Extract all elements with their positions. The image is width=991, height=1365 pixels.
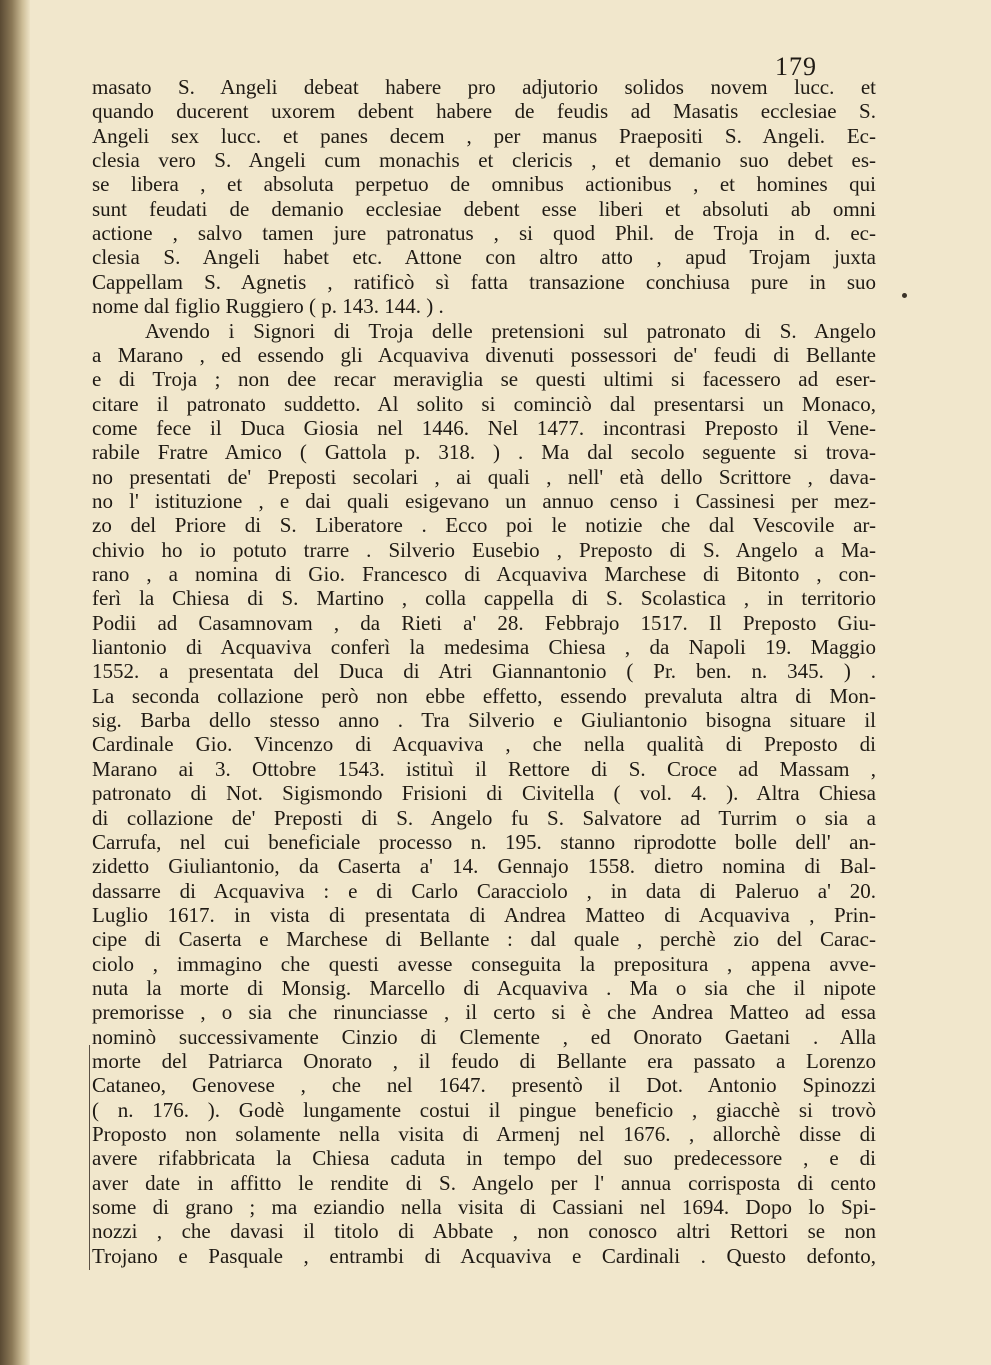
book-gutter-shadow (0, 0, 30, 1365)
text-line: La seconda collazione però non ebbe effetto, essendo prevaluta altra di Mon- (92, 683, 876, 708)
text-line: Trojano e Pasquale , entrambi di Acquaviva e Cardinali . Questo defonto, (92, 1243, 876, 1268)
page-number: 179 (775, 52, 817, 81)
text-line: nozzi , che davasi il titolo di Abbate , non conosco altri Rettori se non (92, 1219, 876, 1244)
text-line: Cappellam S. Agnetis , ratificò sì fatta transazione conchiusa pure in suo (92, 269, 876, 294)
text-line: clesia vero S. Angeli cum monachis et clericis , et demanio suo debet es- (92, 148, 876, 173)
text-line: come fece il Duca Giosia nel 1446. Nel 1477. incontrasi Preposto il Vene- (92, 415, 876, 440)
text-line: Carrufa, nel cui beneficiale processo n. 195. stanno riprodotte bolle dell' an- (92, 829, 876, 854)
text-line: avere rifabbricata la Chiesa caduta in tempo del suo predecessore , e di (92, 1146, 876, 1171)
text-line: sunt feudati de demanio ecclesiae debent esse liberi et absoluti ab omni (92, 196, 876, 221)
margin-dot-mark (902, 293, 907, 298)
text-line: actione , salvo tamen jure patronatus , si quod Phil. de Troja in d. ec- (92, 221, 876, 246)
text-line: Proposto non solamente nella visita di Armenj nel 1676. , allorchè disse di (92, 1122, 876, 1147)
text-line: nuta la morte di Monsig. Marcello di Acquaviva . Ma o sia che il nipote (92, 975, 876, 1000)
text-line: ciolo , immagino che questi avesse conseguita la prepositura , appena avve- (92, 951, 876, 976)
text-line: Cardinale Gio. Vincenzo di Acquaviva , che nella qualità di Preposto di (92, 732, 876, 757)
text-line: sig. Barba dello stesso anno . Tra Silverio e Giuliantonio bisogna situare il (92, 708, 876, 733)
text-line: e di Troja ; non dee recar meraviglia se questi ultimi si facessero ad eser- (92, 367, 876, 392)
text-line: aver date in affitto le rendite di S. Angelo per l' annua corrisposta di cento (92, 1170, 876, 1195)
text-line: quando ducerent uxorem debent habere de feudis ad Masatis ecclesiae S. (92, 99, 876, 124)
text-line: a Marano , ed essendo gli Acquaviva divenuti possessori de' feudi di Bellante (92, 342, 876, 367)
text-line: Angeli sex lucc. et panes decem , per manus Praepositi S. Angeli. Ec- (92, 123, 876, 148)
text-line: some di grano ; ma eziandio nella visita di Cassiani nel 1694. Dopo lo Spi- (92, 1195, 876, 1220)
text-line: di collazione de' Preposti di S. Angelo fu S. Salvatore ad Turrim o sia a (92, 805, 876, 830)
text-line: zo del Priore di S. Liberatore . Ecco poi le notizie che dal Vescovile ar- (92, 513, 876, 538)
text-line: masato S. Angeli debeat habere pro adjutorio solidos novem lucc. et (92, 75, 876, 99)
text-line: Luglio 1617. in vista di presentata di Andrea Matteo di Acquaviva , Prin- (92, 902, 876, 927)
text-line: nome dal figlio Ruggiero ( p. 143. 144. ) . (92, 294, 444, 319)
text-line: rabile Fratre Amico ( Gattola p. 318. ) . Ma dal secolo seguente si trova- (92, 440, 876, 465)
text-line: citare il patronato suddetto. Al solito si cominciò dal presentarsi un Monaco, (92, 391, 876, 416)
text-line: rano , a nomina di Gio. Francesco di Acquaviva Marchese di Bitonto , con- (92, 562, 876, 586)
text-line: clesia S. Angeli habet etc. Attone con altro atto , apud Trojam juxta (92, 245, 876, 270)
text-line: zidetto Giuliantonio, da Caserta a' 14. Gennajo 1558. dietro nomina di Bal- (92, 854, 876, 879)
text-line: chivio ho io potuto trarre . Silverio Eusebio , Preposto di S. Angelo a Ma- (92, 537, 876, 562)
text-line: cipe di Caserta e Marchese di Bellante : dal quale , perchè zio del Carac- (92, 927, 876, 952)
text-line: ferì la Chiesa di S. Martino , colla cappella di S. Scolastica , in territorio (92, 586, 876, 611)
text-line: patronato di Not. Sigismondo Frisioni di Civitella ( vol. 4. ). Altra Chiesa (92, 781, 876, 806)
text-line: no presentati de' Preposti secolari , ai quali , nell' età dello Scrittore , dava- (92, 464, 876, 489)
margin-pencil-rule (89, 1045, 90, 1270)
text-line: Marano ai 3. Ottobre 1543. istituì il Rettore di S. Croce ad Massam , (92, 756, 876, 781)
text-line: morte del Patriarca Onorato , il feudo di Bellante era passato a Lorenzo (92, 1049, 876, 1073)
text-line: liantonio di Acquaviva conferì la medesima Chiesa , da Napoli 19. Maggio (92, 635, 876, 660)
text-line: se libera , et absoluta perpetuo de omnibus actionibus , et homines qui (92, 172, 876, 197)
text-line: Podii ad Casamnovam , da Rieti a' 28. Febbrajo 1517. Il Preposto Giu- (92, 610, 876, 635)
text-line: Cataneo, Genovese , che nel 1647. presentò il Dot. Antonio Spinozzi (92, 1073, 876, 1098)
text-line: nominò successivamente Cinzio di Clemente , ed Onorato Gaetani . Alla (92, 1024, 876, 1049)
body-text (92, 75, 876, 1353)
text-line: ( n. 176. ). Godè lungamente costui il pingue beneficio , giacchè si trovò (92, 1097, 876, 1122)
text-line: Avendo i Signori di Troja delle pretensioni sul patronato di S. Angelo (145, 318, 876, 343)
text-line: dassarre di Acquaviva : e di Carlo Caracciolo , in data di Paleruo a' 20. (92, 878, 876, 903)
text-line: premorisse , o sia che rinunciasse , il certo si è che Andrea Matteo ad essa (92, 1000, 876, 1025)
text-line: no l' istituzione , e dai quali esigevano un annuo censo i Cassinesi per mez- (92, 488, 876, 513)
text-line: 1552. a presentata del Duca di Atri Giannantonio ( Pr. ben. n. 345. ) . (92, 659, 876, 684)
